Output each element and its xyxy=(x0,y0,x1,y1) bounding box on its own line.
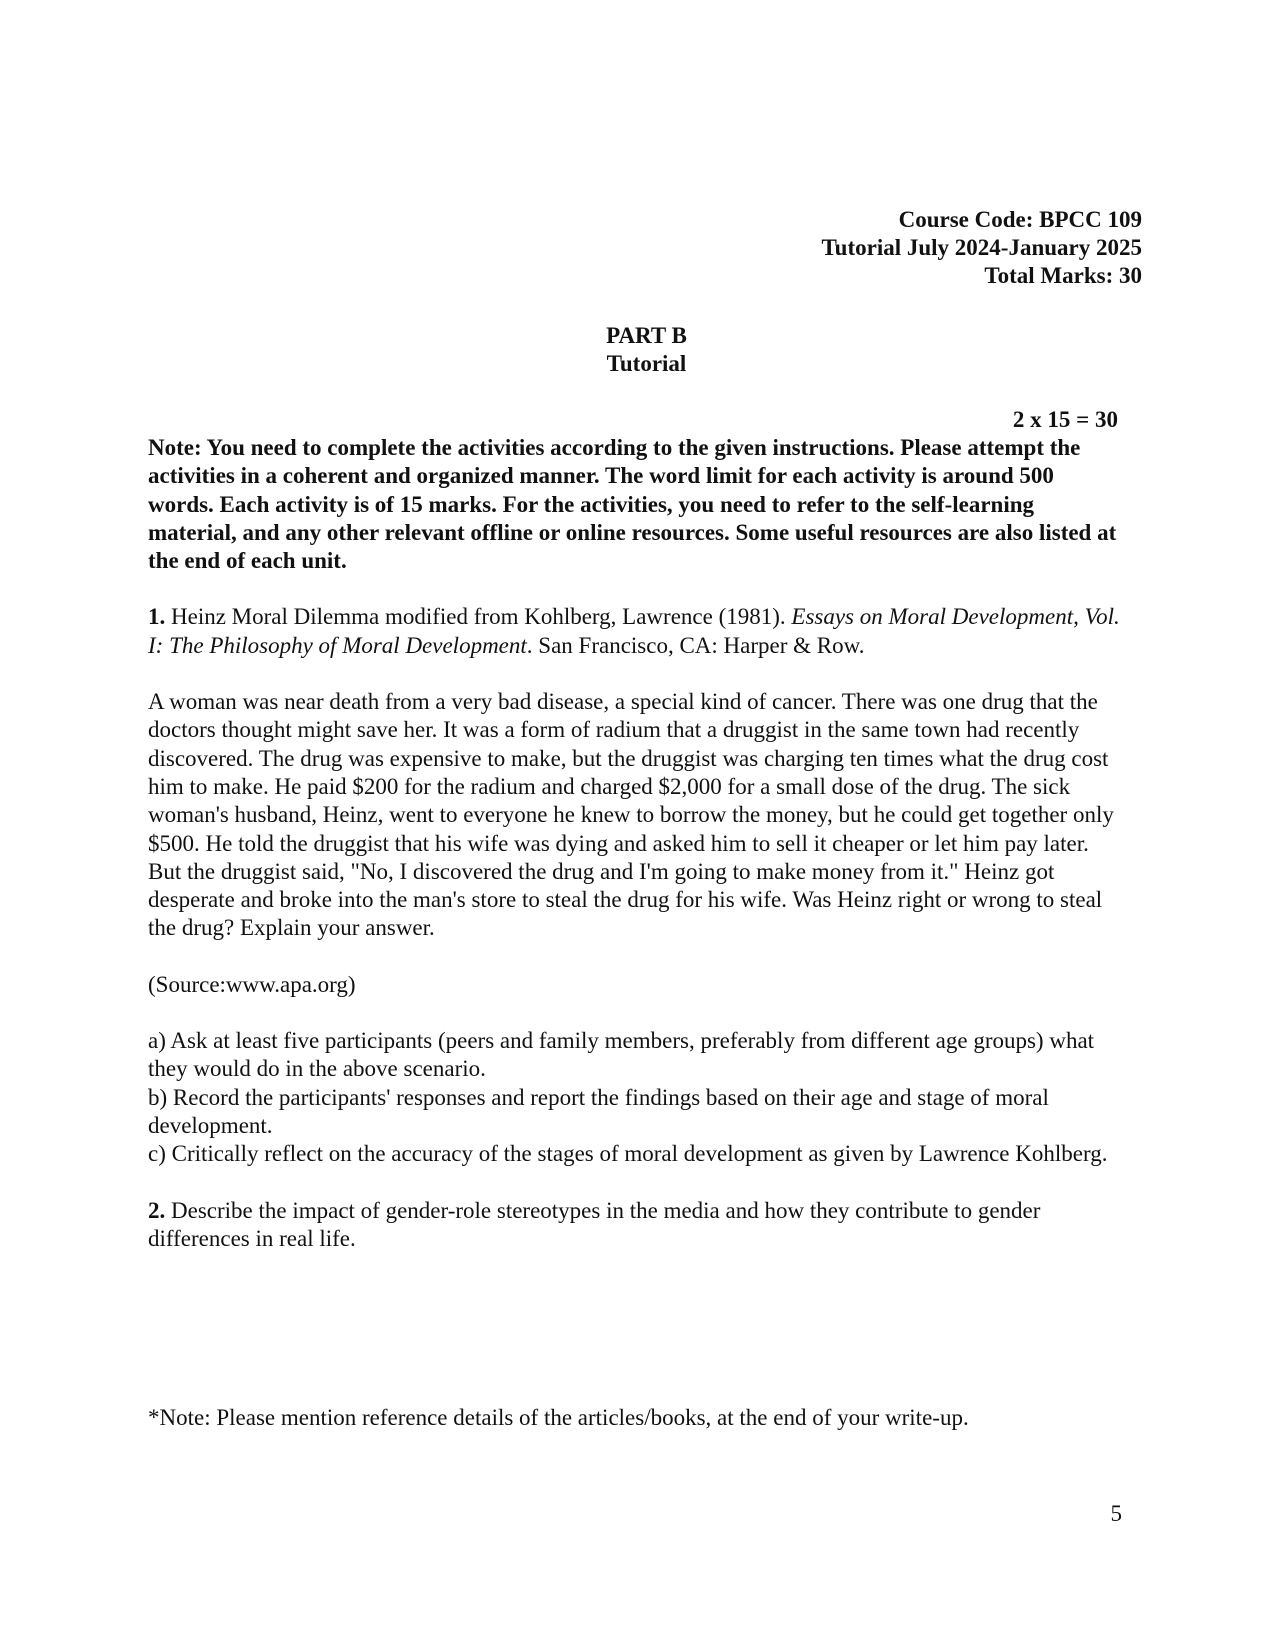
book-title: Essays on Moral Development, Vol. I: The Philosophy of Moral Development xyxy=(148,604,1120,658)
task-a: a) Ask at least five participants (peers and family members, preferably from different age groups) what they would do in the above scenario. xyxy=(148,1028,1095,1082)
question-1-heading xyxy=(148,603,1123,660)
marks-scheme: 2 x 15 = 30 xyxy=(1012,407,1118,432)
dilemma-scenario: A woman was near death from a very bad disease, a special kind of cancer. There was one drug that the doctors thought might save her. It was a form of radium that a druggist in the same town had recently discovered. The drug was expensive to make, but the druggist was charging ten times what the drug cost him to make. He paid $200 for the radium and charged $2,000 for a small dose of the drug. The sick woman's husband, Heinz, went to everyone he knew to borrow the money, but he could get together only $500. He told the druggist that his wife was dying and asked him to sell it cheaper or let him pay later. But the druggist said, "No, I discovered the drug and I'm going to make money from it." Heinz got desperate and broke into the man's store to steal the drug for his wife. Was Heinz right or wrong to steal the drug? Explain your answer. xyxy=(148,689,1114,941)
question-1-intro: Heinz Moral Dilemma modified from Kohlberg, Lawrence (1981). xyxy=(165,604,792,630)
question-1-number: 1. xyxy=(148,604,166,630)
part-subtitle: Tutorial xyxy=(606,351,687,376)
tutorial-session: Tutorial July 2024-January 2025 xyxy=(821,235,1142,260)
source-citation: (Source:www.apa.org) xyxy=(148,971,356,997)
question-2 xyxy=(148,1197,1123,1254)
course-code: Course Code: BPCC 109 xyxy=(898,207,1142,232)
course-header xyxy=(821,206,1142,290)
part-heading xyxy=(0,322,1275,378)
instructions-note: Note: You need to complete the activities according to the given instructions. Please attempt the activities in a coherent and organized manner. The word limit for each activity is around 500 words. Each activity is of 15 marks. For the activities, you need to refer to the self-learning material, and any other relevant offline or online resources. Some useful resources are also listed at the end of each unit. xyxy=(148,435,1117,574)
reference-footnote: *Note: Please mention reference details of the articles/books, at the end of your write-up. xyxy=(148,1405,969,1430)
question-2-text: Describe the impact of gender-role stereotypes in the media and how they contribute to gender differences in real life. xyxy=(148,1197,1041,1251)
part-title: PART B xyxy=(606,323,687,348)
task-c: c) Critically reflect on the accuracy of the stages of moral development as given by Lawrence Kohlberg. xyxy=(148,1141,1108,1167)
publisher-info: . San Francisco, CA: Harper & Row. xyxy=(526,632,865,658)
task-b: b) Record the participants' responses and report the findings based on their age and stage of moral development. xyxy=(148,1084,1049,1138)
main-content xyxy=(148,434,1123,1253)
question-2-number: 2. xyxy=(148,1197,166,1223)
total-marks: Total Marks: 30 xyxy=(984,263,1142,288)
page-number: 5 xyxy=(1110,1501,1122,1526)
